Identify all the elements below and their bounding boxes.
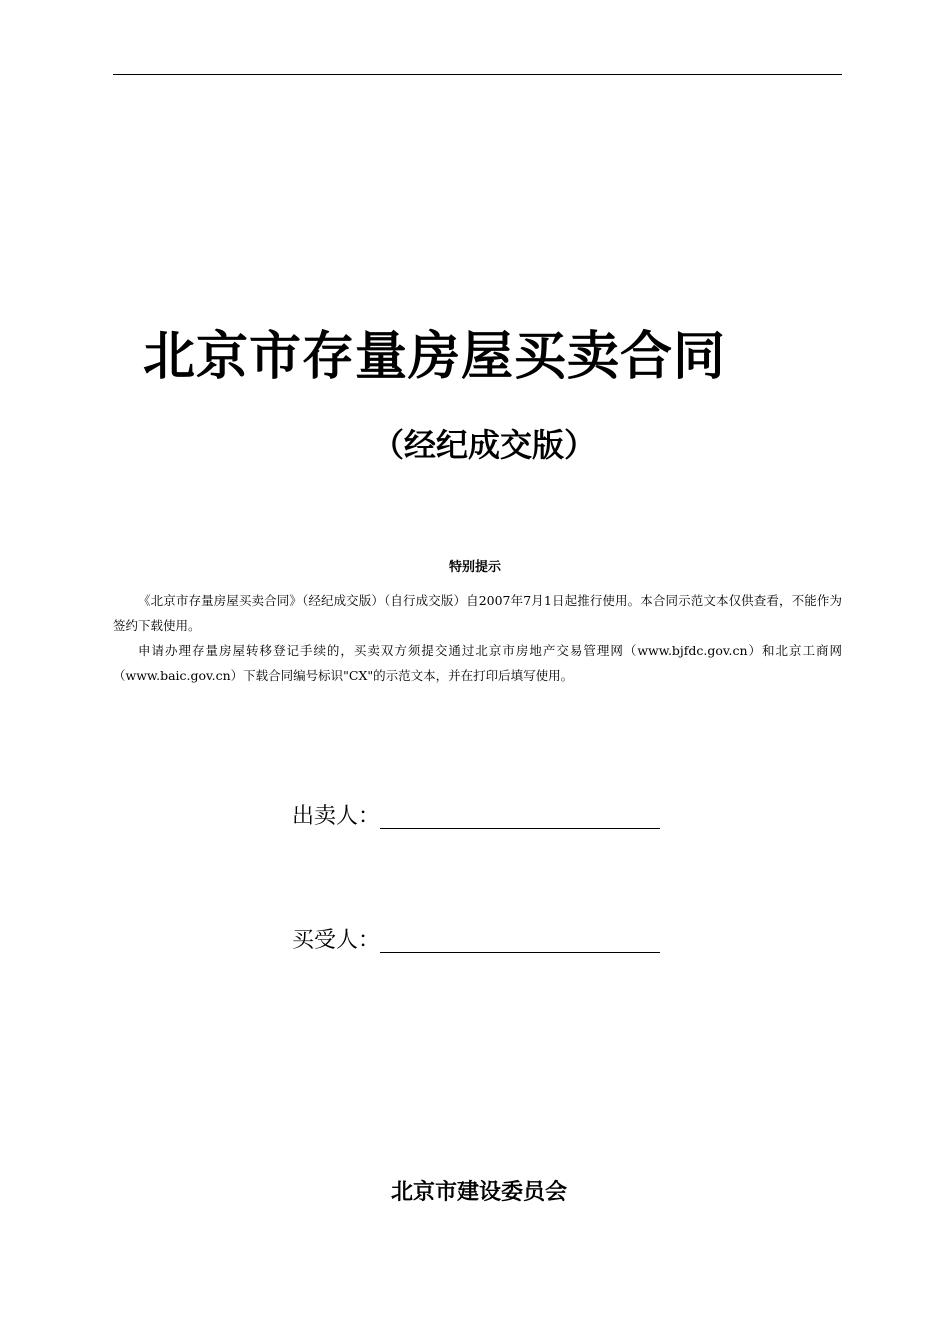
buyer-signature-row <box>292 926 660 956</box>
buyer-signature-line <box>380 952 660 953</box>
buyer-label: 买受人： <box>292 928 381 953</box>
notice-paragraph: 申请办理存量房屋转移登记手续的，买卖双方须提交通过北京市房地产交易管理网（www.bjfdc.gov.cn）和北京工商网（www.baic.gov.cn）下载合同编号标识"CX"的示范文本，并在打印后填写使用。 <box>113 643 842 683</box>
seller-signature-row <box>292 802 660 832</box>
notice-paragraph: 《北京市存量房屋买卖合同》（经纪成交版）（自行成交版）自2007年7月1日起推行使用。本合同示范文本仅供查看，不能作为签约下载使用。 <box>113 593 842 633</box>
notice-heading: 特别提示 <box>448 560 501 575</box>
issuing-authority: 北京市建设委员会 <box>390 1180 567 1205</box>
header-rule <box>113 74 842 75</box>
notice-body <box>113 588 842 688</box>
seller-signature-line <box>380 828 660 829</box>
seller-label: 出卖人： <box>292 804 381 829</box>
document-title: 北京市存量房屋买卖合同 <box>143 327 727 387</box>
document-subtitle: （经纪成交版） <box>372 426 597 464</box>
